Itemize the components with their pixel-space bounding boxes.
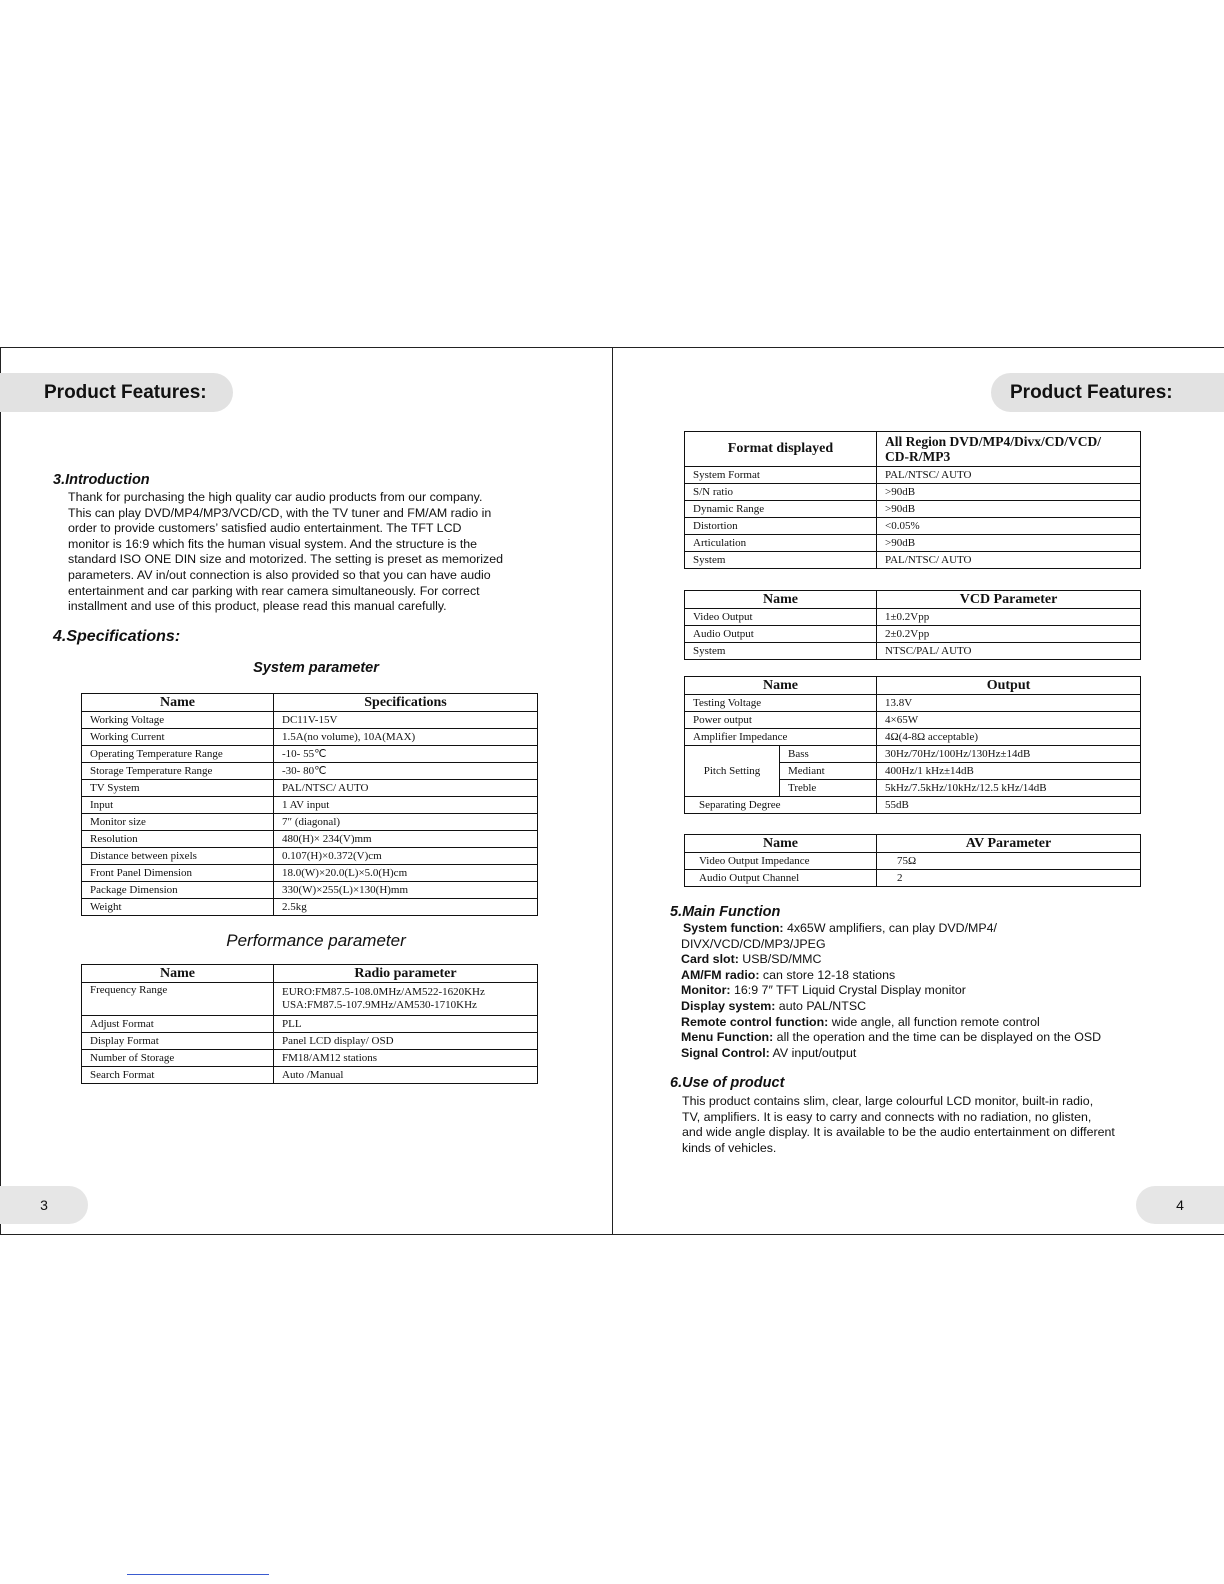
intro-line: This can play DVD/MP4/MP3/VCD/CD, with the TV tuner and FM/AM radio in <box>68 505 492 520</box>
item-label: Display system: <box>681 998 776 1013</box>
system-parameter-title: System parameter <box>253 660 379 676</box>
page-divider <box>612 347 613 1235</box>
table-row <box>82 780 538 797</box>
table-row <box>82 814 538 831</box>
underline-link-decoration <box>127 1574 269 1575</box>
cell-value: 1±0.2Vpp <box>877 609 1141 626</box>
page-number-left: 3 <box>0 1186 88 1224</box>
use-line: This product contains slim, clear, large colourful LCD monitor, built-in radio, <box>682 1094 1094 1108</box>
cell-name: Amplifier Impedance <box>685 729 877 746</box>
cell-name: Audio Output <box>685 626 877 643</box>
table-row <box>685 609 1141 626</box>
list-item <box>681 968 1101 984</box>
table-row <box>82 1033 538 1050</box>
left-page-title: Product Features: <box>0 373 233 412</box>
cell-name: Testing Voltage <box>685 695 877 712</box>
cell-value: Panel LCD display/ OSD <box>274 1033 538 1050</box>
table-row <box>685 797 1141 814</box>
cell-name: Monitor size <box>82 814 274 831</box>
cell-name: System <box>685 643 877 660</box>
cell-value: >90dB <box>877 535 1141 552</box>
cell-value: 400Hz/1 kHz±14dB <box>877 763 1141 780</box>
header-value-line: All Region DVD/MP4/Divx/CD/VCD/ <box>885 434 1101 449</box>
intro-line: entertainment and car parking with rear camera simultaneously. For correct <box>68 583 480 598</box>
av-parameter-table <box>684 834 1141 887</box>
main-function-list <box>681 921 1101 1061</box>
item-label: Menu Function: <box>681 1030 774 1045</box>
table-row <box>82 1016 538 1033</box>
table-row <box>685 552 1141 569</box>
table-row <box>82 831 538 848</box>
cell-name: Pitch Setting <box>685 746 780 797</box>
cell-value: PLL <box>274 1016 538 1033</box>
list-item <box>681 921 1101 937</box>
intro-line: standard ISO ONE DIN size and motorized. The setting is preset as memorized <box>68 552 504 567</box>
table-row <box>82 763 538 780</box>
item-text: wide angle, all function remote control <box>828 1014 1040 1029</box>
table-row <box>685 484 1141 501</box>
column-header: Output <box>877 677 1141 695</box>
table-row <box>82 983 538 1016</box>
cell-name: System <box>685 552 877 569</box>
cell-name: Video Output <box>685 609 877 626</box>
cell-name: Input <box>82 797 274 814</box>
introduction-text <box>68 490 503 615</box>
intro-line: installment and use of this product, please read this manual carefully. <box>68 599 447 614</box>
cell-name: Resolution <box>82 831 274 848</box>
vcd-parameter-table <box>684 590 1141 660</box>
cell-name: Storage Temperature Range <box>82 763 274 780</box>
cell-value: 2±0.2Vpp <box>877 626 1141 643</box>
column-header: Name <box>685 591 877 609</box>
table-row <box>82 1067 538 1084</box>
intro-line: monitor is 16:9 which fits the human visual system. And the structure is the <box>68 536 478 551</box>
cell-name: Weight <box>82 899 274 916</box>
list-item <box>681 952 1101 968</box>
list-item <box>681 937 1101 953</box>
column-header: Name <box>685 835 877 853</box>
list-item <box>681 1015 1101 1031</box>
freq-value-line: USA:FM87.5-107.9MHz/AM530-1710KHz <box>282 999 477 1011</box>
table-row <box>685 518 1141 535</box>
cell-name: Dynamic Range <box>685 501 877 518</box>
use-of-product-heading: 6.Use of product <box>670 1075 785 1091</box>
cell-name: Search Format <box>82 1067 274 1084</box>
cell-value <box>274 983 538 1016</box>
cell-value: DC11V-15V <box>274 712 538 729</box>
table-row <box>685 853 1141 870</box>
cell-value: 5kHz/7.5kHz/10kHz/12.5 kHz/14dB <box>877 780 1141 797</box>
list-item <box>681 1030 1101 1046</box>
table-row <box>685 643 1141 660</box>
cell-value: 7″ (diagonal) <box>274 814 538 831</box>
cell-value: >90dB <box>877 501 1141 518</box>
cell-name: Front Panel Dimension <box>82 865 274 882</box>
item-text: AV input/output <box>769 1045 857 1060</box>
item-text: 4x65W amplifiers, can play DVD/MP4/ <box>783 921 997 935</box>
item-text: can store 12-18 stations <box>759 967 896 982</box>
introduction-heading: 3.Introduction <box>53 472 150 488</box>
cell-name: Package Dimension <box>82 882 274 899</box>
cell-name: Frequency Range <box>82 983 274 1016</box>
table-row <box>82 848 538 865</box>
table-row <box>82 1050 538 1067</box>
intro-line: parameters. AV in/out connection is also provided so that you can have audio <box>68 567 491 582</box>
intro-line: Thank for purchasing the high quality car audio products from our company. <box>68 490 483 504</box>
cell-value: -30- 80℃ <box>274 763 538 780</box>
cell-value: 0.107(H)×0.372(V)cm <box>274 848 538 865</box>
cell-value: 480(H)× 234(V)mm <box>274 831 538 848</box>
cell-subname: Mediant <box>780 763 877 780</box>
use-line: kinds of vehicles. <box>682 1140 777 1155</box>
cell-name: Number of Storage <box>82 1050 274 1067</box>
item-text: 16:9 7″ TFT Liquid Crystal Display monitor <box>730 983 966 998</box>
table-row <box>685 626 1141 643</box>
item-label: Signal Control: <box>681 1045 770 1060</box>
cell-value: 55dB <box>877 797 1141 814</box>
cell-value: 2.5kg <box>274 899 538 916</box>
cell-name: Video Output Impedance <box>685 853 877 870</box>
item-label: Remote control function: <box>681 1014 829 1029</box>
column-header: VCD Parameter <box>877 591 1141 609</box>
item-text: auto PAL/NTSC <box>775 998 867 1013</box>
column-header: Name <box>82 694 274 712</box>
cell-subname: Treble <box>780 780 877 797</box>
cell-value: 1.5A(no volume), 10A(MAX) <box>274 729 538 746</box>
item-label: Card slot: <box>681 952 739 967</box>
item-text: USB/SD/MMC <box>738 952 822 967</box>
cell-value: PAL/NTSC/ AUTO <box>877 552 1141 569</box>
format-displayed-table <box>684 431 1141 569</box>
cell-name: Power output <box>685 712 877 729</box>
column-header: Format displayed <box>685 432 877 467</box>
output-table <box>684 676 1141 814</box>
table-row <box>82 712 538 729</box>
cell-value: 2 <box>877 870 1141 887</box>
list-item <box>681 1046 1101 1062</box>
column-header: Name <box>685 677 877 695</box>
system-parameter-table <box>81 693 538 916</box>
table-row <box>685 695 1141 712</box>
table-row <box>685 501 1141 518</box>
table-row <box>685 467 1141 484</box>
cell-value: 30Hz/70Hz/100Hz/130Hz±14dB <box>877 746 1141 763</box>
table-row <box>685 746 1141 763</box>
item-text: all the operation and the time can be displayed on the OSD <box>773 1030 1102 1045</box>
cell-name: Working Voltage <box>82 712 274 729</box>
table-row <box>82 865 538 882</box>
table-row <box>685 870 1141 887</box>
cell-value: NTSC/PAL/ AUTO <box>877 643 1141 660</box>
header-value-line: CD-R/MP3 <box>885 449 951 464</box>
column-header: AV Parameter <box>877 835 1141 853</box>
item-text: DIVX/VCD/CD/MP3/JPEG <box>681 936 826 951</box>
cell-value: PAL/NTSC/ AUTO <box>877 467 1141 484</box>
use-line: TV, amplifiers. It is easy to carry and connects with no radiation, no glisten, <box>682 1109 1092 1124</box>
list-item <box>681 983 1101 999</box>
cell-name: Distortion <box>685 518 877 535</box>
table-row <box>82 882 538 899</box>
page-number-right: 4 <box>1136 1186 1224 1224</box>
table-row <box>685 535 1141 552</box>
item-label: System function: <box>683 921 784 935</box>
cell-value: FM18/AM12 stations <box>274 1050 538 1067</box>
table-row <box>685 729 1141 746</box>
item-label: AM/FM radio: <box>681 967 760 982</box>
cell-value: >90dB <box>877 484 1141 501</box>
cell-name: Working Current <box>82 729 274 746</box>
cell-value: Auto /Manual <box>274 1067 538 1084</box>
use-line: and wide angle display. It is available to be the audio entertainment on different <box>682 1125 1115 1140</box>
cell-value: 330(W)×255(L)×130(H)mm <box>274 882 538 899</box>
cell-name: Audio Output Channel <box>685 870 877 887</box>
cell-value: 4×65W <box>877 712 1141 729</box>
specifications-heading: 4.Specifications: <box>53 628 181 645</box>
table-row <box>82 729 538 746</box>
cell-value: 18.0(W)×20.0(L)×5.0(H)cm <box>274 865 538 882</box>
cell-value: -10- 55℃ <box>274 746 538 763</box>
cell-name: S/N ratio <box>685 484 877 501</box>
cell-name: Articulation <box>685 535 877 552</box>
table-row <box>685 712 1141 729</box>
cell-name: Adjust Format <box>82 1016 274 1033</box>
table-row <box>82 746 538 763</box>
cell-value: 4Ω(4-8Ω acceptable) <box>877 729 1141 746</box>
cell-name: System Format <box>685 467 877 484</box>
cell-value: 75Ω <box>877 853 1141 870</box>
main-function-heading: 5.Main Function <box>670 904 781 920</box>
item-label: Monitor: <box>681 983 731 998</box>
freq-value-line: EURO:FM87.5-108.0MHz/AM522-1620KHz <box>282 986 485 998</box>
table-row <box>82 797 538 814</box>
use-of-product-text <box>682 1094 1115 1156</box>
cell-name: Distance between pixels <box>82 848 274 865</box>
cell-value: PAL/NTSC/ AUTO <box>274 780 538 797</box>
cell-name: Operating Temperature Range <box>82 746 274 763</box>
performance-parameter-title: Performance parameter <box>226 931 406 950</box>
table-row <box>82 899 538 916</box>
list-item <box>681 999 1101 1015</box>
intro-line: order to provide customers’ satisfied audio entertainment. The TFT LCD <box>68 521 462 536</box>
column-header: Specifications <box>274 694 538 712</box>
column-header <box>877 432 1141 467</box>
cell-name: Display Format <box>82 1033 274 1050</box>
cell-value: 13.8V <box>877 695 1141 712</box>
cell-name: TV System <box>82 780 274 797</box>
cell-subname: Bass <box>780 746 877 763</box>
column-header: Name <box>82 965 274 983</box>
cell-value: 1 AV input <box>274 797 538 814</box>
cell-name: Separating Degree <box>685 797 877 814</box>
column-header: Radio parameter <box>274 965 538 983</box>
cell-value: <0.05% <box>877 518 1141 535</box>
right-page-title: Product Features: <box>991 373 1224 412</box>
performance-parameter-table <box>81 964 538 1084</box>
